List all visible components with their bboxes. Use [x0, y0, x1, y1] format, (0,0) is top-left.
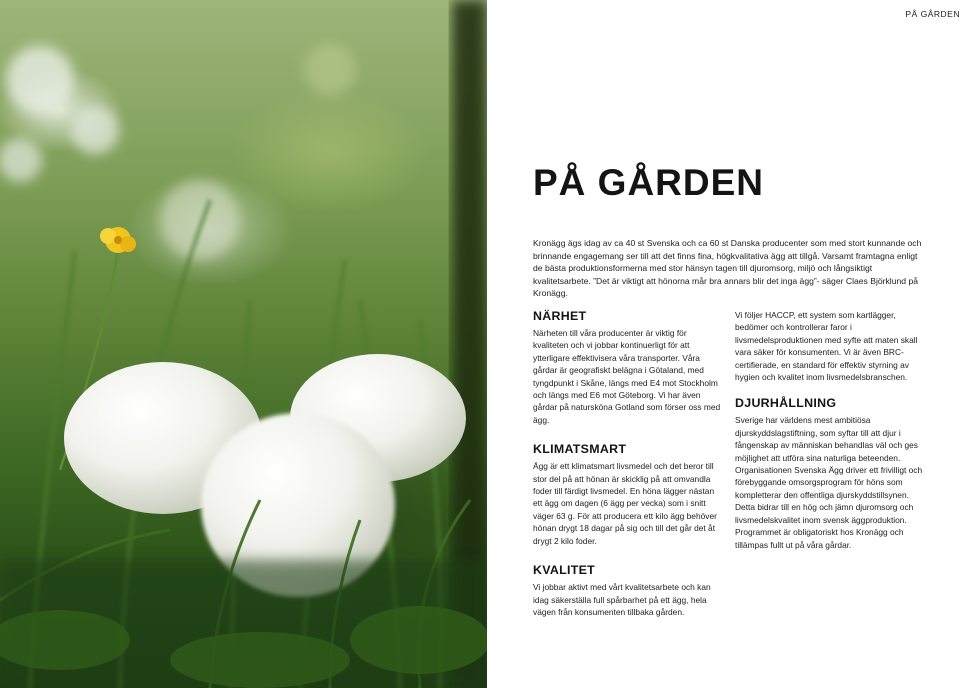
- section-body: Sverige har världens mest ambitiösa djurskyddslagstiftning, som syftar till att djur i fångenskap av människan behandlas väl och ges möjlighet att utföra sina naturliga beteenden. Organisationen Svenska Ägg driver ett frivilligt och förebyggande omsorgsprogram för höns som kompletterar den offentliga djurskyddstillsynen. Detta bidrar till en hög och jämn djuromsorg och livsmedelskvalitet inom svensk äggproduktion. Programmet är obligatoriskt hos Kronägg och tillämpas fullt ut på våra gårdar.: [735, 415, 923, 550]
- section-heading: KLIMATSMART: [533, 442, 627, 457]
- section-heading: KVALITET: [533, 563, 596, 578]
- intro-paragraph: Kronägg ägs idag av ca 40 st Svenska och ca 60 st Danska producenter som med stort kunnande och brinnande engagemang ser till att det finns fina, högkvalitativa ägg att tillgå. Varsamt framtagna enligt de bästa produktionsformerna med stor hänsyn tagen till djuromsorg, miljö och långsiktigt kvalitetsarbete. ”Det är viktigt att hönorna mår bra annars blir det inga ägg”- säger Claes Björklund på Kronägg.: [533, 238, 922, 299]
- section-narhet: [533, 309, 721, 426]
- section-kvalitet: [533, 563, 721, 618]
- section-djurhallning: [735, 396, 931, 550]
- section-heading: NÄRHET: [533, 309, 587, 323]
- section-body: Närheten till våra producenter är viktig för kvaliteten och vi jobbar kontinuerligt för att ytterligare effektivisera våra transporter. Våra gårdar är geografiskt belägna i Götaland, med tyngdpunkt i Skåne, längs med E4 mot Stockholm och längs med E6 mot Göteborg. Vi har även gårdar på natursköna Gotland som förser oss med ägg.: [533, 328, 721, 425]
- section-klimatsmart: [533, 442, 721, 547]
- section-body: Vi jobbar aktivt med vårt kvalitetsarbete och kan idag säkerställa full spårbarhet på ett ägg, hela vägen från konsumenten tillbaka gården.: [533, 582, 711, 617]
- section-heading: DJURHÅLLNING: [735, 396, 837, 411]
- page-title: PÅ GÅRDEN: [533, 162, 765, 203]
- running-head: PÅ GÅRDEN: [905, 9, 960, 19]
- section-haccp: [735, 309, 931, 383]
- text-column-left: [533, 309, 721, 634]
- section-body: Vi följer HACCP, ett system som kartlägger, bedömer och kontrollerar faror i livsmedelsproduktionen med syfte att maten skall vara säker för konsumenten. Vi är även BRC-certifierade, en standard för effektiv styrning av hygien och kvalitet inom livsmedelsbranschen.: [735, 310, 918, 383]
- text-column-right: [735, 309, 931, 564]
- text-page: [487, 0, 960, 688]
- section-body: Ägg är ett klimatsmart livsmedel och det beror till stor del på att hönan är skicklig på att omvandla foder till färdigt livsmedel. En höna lägger nästan ett ägg om dagen (6 ägg per vecka) som i snitt väger 63 g. För att producera ett kilo ägg behöver hönan drygt 18 dagar på sig och till det går det åt drygt 2 kilo foder.: [533, 461, 717, 546]
